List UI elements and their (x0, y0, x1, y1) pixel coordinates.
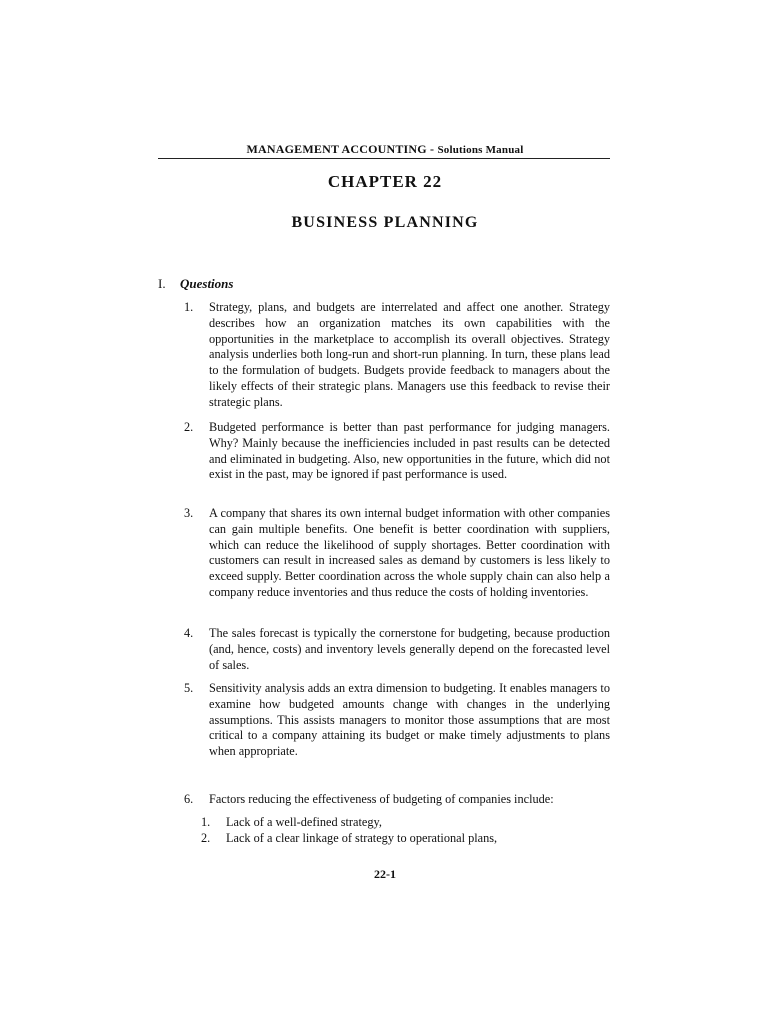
question-item (184, 681, 610, 760)
question-number: 1. (184, 300, 194, 314)
sub-item-number: 1. (201, 815, 211, 829)
page-number: 22-1 (374, 867, 396, 881)
sub-list-item (201, 831, 497, 847)
question-item (184, 506, 610, 601)
question-number: 4. (184, 626, 194, 640)
question-number: 3. (184, 506, 194, 520)
question-number: 5. (184, 681, 194, 695)
header-separator: - (426, 142, 438, 156)
question-number: 2. (184, 420, 194, 434)
question-text: Strategy, plans, and budgets are interrelated and affect one another. Strategy describes how an organization matches its own capabilities with the opportunities in the marketplace to accomplish its overall objectives. Strategy analysis underlies both long-run and short-run planning. In turn, these plans lead to the formulation of budgets. Budgets provide feedback to managers about the likely effects of their strategic plans. Managers use this feedback to revise their strategic plans. (209, 300, 610, 409)
header-rule (158, 158, 610, 159)
question-item (184, 626, 610, 673)
question-item (184, 300, 610, 411)
sub-list-item (201, 815, 382, 831)
sub-item-text: Lack of a well-defined strategy, (226, 815, 382, 829)
sub-item-number: 2. (201, 831, 211, 845)
book-title: MANAGEMENT ACCOUNTING (246, 142, 427, 156)
chapter-heading: CHAPTER 22 (327, 172, 443, 191)
sub-item-text: Lack of a clear linkage of strategy to operational plans, (226, 831, 498, 845)
question-text: The sales forecast is typically the cornerstone for budgeting, because production (and, hence, costs) and inventory levels generally depend on the forecasted level of sales. (209, 626, 610, 672)
question-number: 6. (184, 792, 194, 806)
question-item (184, 792, 610, 808)
section-numeral: I. (158, 276, 166, 291)
question-text: Factors reducing the effectiveness of budgeting of companies include: (209, 792, 554, 806)
chapter-title: BUSINESS PLANNING (291, 214, 479, 231)
book-subtitle: Solutions Manual (437, 144, 524, 156)
question-text: A company that shares its own internal budget information with other companies can gain multiple benefits. One benefit is better coordination with suppliers, which can reduce the likelihood of supply shortages. Better coordination with customers can result in increased sales as demand by customers is less likely to exceed supply. Better coordination across the whole supply chain can also help a company reduce inventories and thus reduce the costs of holding inventories. (209, 506, 610, 599)
question-item (184, 420, 610, 483)
section-heading (158, 276, 233, 292)
running-header (160, 142, 610, 157)
question-text: Budgeted performance is better than past performance for judging managers. Why? Mainly because the inefficiencies included in past results can be detected and eliminated in budgeting. Also, new opportunities in the future, which did not exist in the past, may be ignored if past performance is used. (209, 420, 610, 482)
question-text: Sensitivity analysis adds an extra dimension to budgeting. It enables managers to examine how budgeted amounts change with changes in the underlying assumptions. This assists managers to monitor those assumptions that are most critical to a company attaining its budget or make timely adjustments to plans when appropriate. (209, 681, 610, 759)
section-label: Questions (180, 276, 234, 291)
